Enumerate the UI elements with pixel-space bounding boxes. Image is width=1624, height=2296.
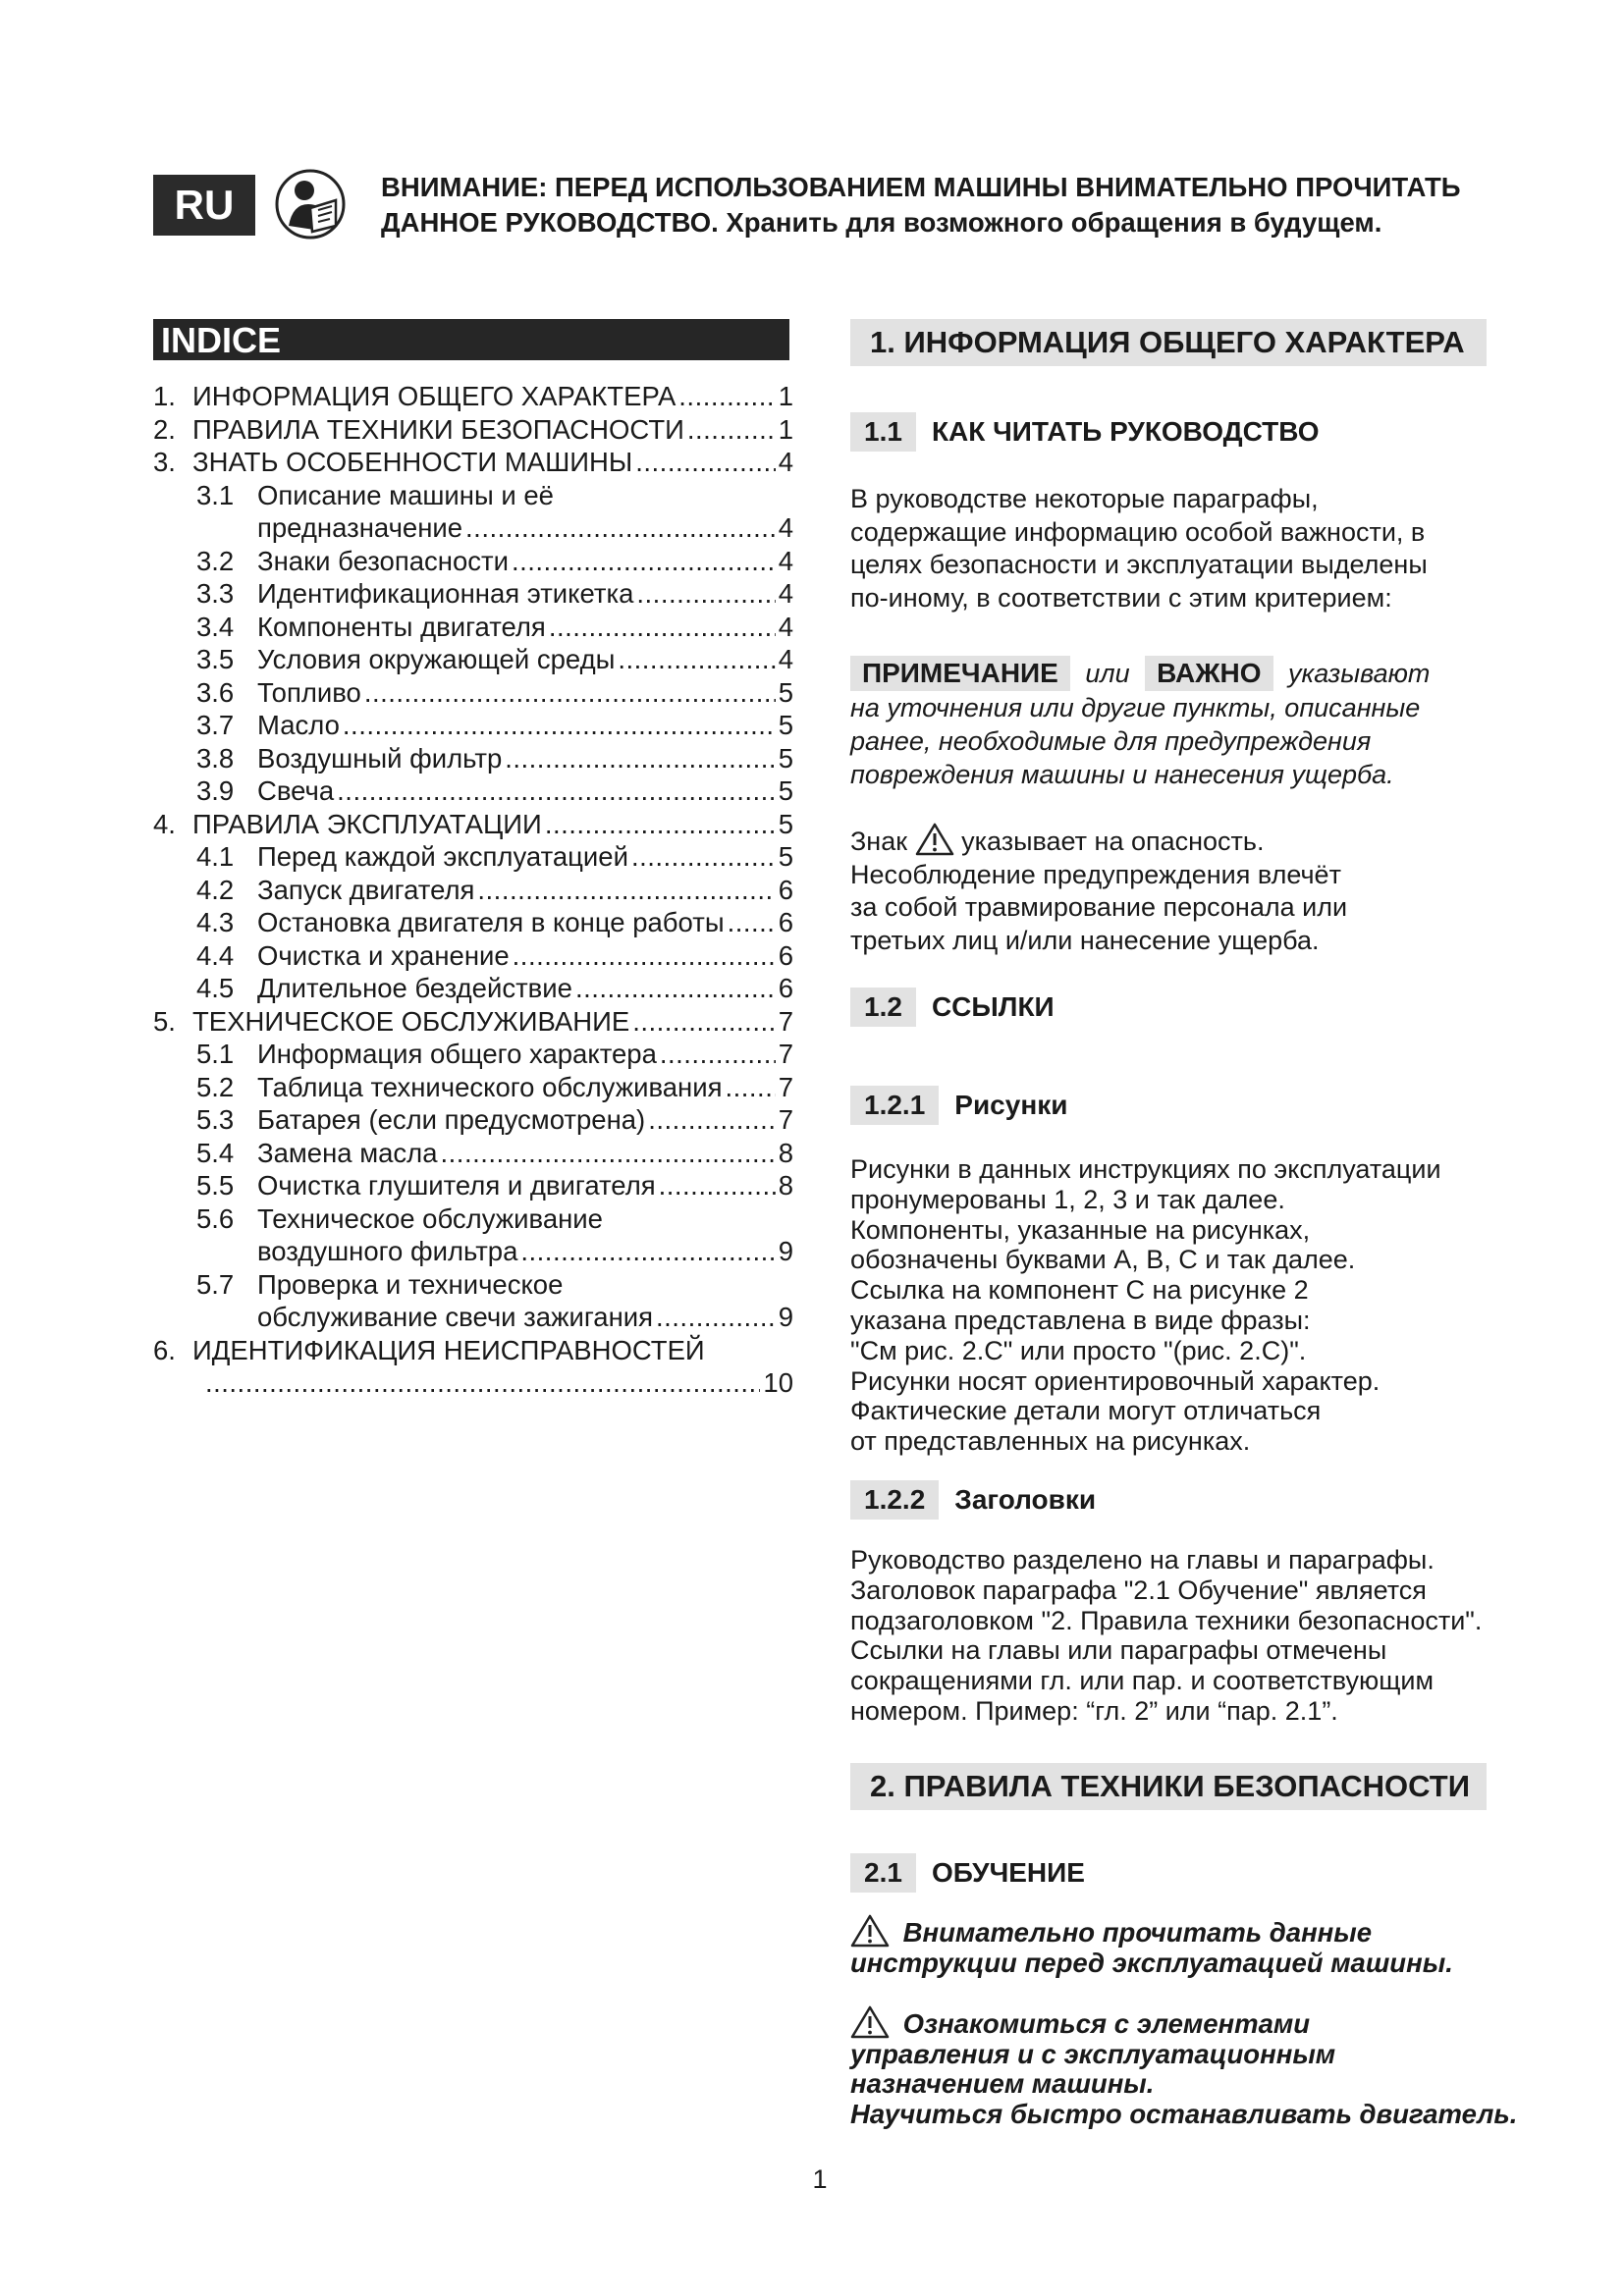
toc-label: Информация общего характера — [257, 1039, 657, 1069]
toc-page: 8 — [778, 1170, 793, 1201]
text-line: пронумерованы 1, 2, 3 и так далее. — [850, 1184, 1285, 1214]
toc-leader-dots — [465, 511, 776, 545]
read-manual-icon — [275, 165, 346, 243]
text-line: Несоблюдение предупреждения влечёт — [850, 859, 1341, 889]
how-to-read-text — [850, 483, 1498, 614]
toc-row — [153, 380, 793, 413]
text-line: "См рис. 2.C" или просто "(рис. 2.C)". — [850, 1335, 1307, 1365]
toc-label: Запуск двигателя — [257, 874, 475, 905]
toc-leader-dots — [631, 840, 776, 874]
toc-row — [153, 1268, 793, 1302]
toc-page: 8 — [778, 1137, 793, 1168]
toc-leader-dots — [660, 1038, 776, 1071]
toc-page: 10 — [763, 1367, 793, 1398]
warning-line: Ознакомиться с элементами — [902, 2008, 1311, 2039]
toc-label: Топливо — [257, 676, 361, 708]
note-line: повреждения машины и нанесения ущерба. — [850, 760, 1394, 789]
danger-sign-text — [850, 823, 1498, 957]
toc-number: 3.5 — [196, 644, 235, 674]
toc-label: воздушного фильтра — [257, 1236, 518, 1266]
toc-page: 6 — [778, 973, 793, 1003]
toc-row — [153, 611, 793, 644]
toc-row — [153, 413, 793, 447]
text-line: по-иному, в соответствии с этим критерием: — [850, 582, 1392, 613]
toc-number: 4.4 — [196, 939, 235, 971]
subsection-title: Рисунки — [954, 1090, 1068, 1120]
toc-label: Таблица технического обслуживания — [257, 1071, 723, 1102]
toc-label: ЗНАТЬ ОСОБЕННОСТИ МАШИНЫ — [192, 447, 633, 477]
toc-page: 4 — [778, 545, 793, 576]
figures-text — [850, 1154, 1498, 1457]
language-badge: RU — [153, 175, 255, 236]
toc-page: 5 — [778, 841, 793, 872]
toc-page: 6 — [778, 939, 793, 971]
note-important-explanation — [850, 656, 1498, 791]
toc-row — [153, 709, 793, 742]
toc-number: 3.9 — [196, 775, 235, 806]
toc-row — [153, 808, 793, 841]
toc-leader-dots — [687, 413, 776, 447]
toc-label: Воздушный фильтр — [257, 742, 503, 774]
toc-leader-dots — [364, 676, 776, 710]
toc-row — [153, 446, 793, 479]
note-line: ранее, необходимые для предупреждения — [850, 726, 1372, 756]
toc-leader-dots — [656, 1301, 776, 1334]
toc-page: 1 — [778, 381, 793, 411]
toc-number: 1. — [153, 381, 176, 411]
toc-label: Проверка и техническое — [257, 1268, 564, 1300]
text-line: Ссылки на главы или параграфы отмечены — [850, 1635, 1387, 1666]
toc-page: 7 — [778, 1039, 793, 1069]
text-line: содержащие информацию особой важности, в — [850, 516, 1426, 547]
text-line: Заголовок параграфа "2.1 Обучение" является — [850, 1575, 1427, 1605]
toc-row — [153, 840, 793, 874]
toc-number: 3. — [153, 447, 176, 477]
toc-leader-dots — [477, 874, 775, 907]
toc-number: 5.4 — [196, 1137, 235, 1168]
warning-line: инструкции перед эксплуатацией машины. — [850, 1947, 1453, 1978]
section-1-heading: 1. ИНФОРМАЦИЯ ОБЩЕГО ХАРАКТЕРА — [850, 319, 1487, 366]
note-tail: указывают — [1288, 659, 1431, 688]
toc-row — [153, 1103, 793, 1137]
toc-label: ИДЕНТИФИКАЦИЯ НЕИСПРАВНОСТЕЙ — [192, 1334, 705, 1365]
toc-leader-dots — [520, 1235, 775, 1268]
toc-leader-dots — [678, 380, 775, 413]
toc-label: Компоненты двигателя — [257, 611, 546, 642]
text-line: указана представлена в виде фразы: — [850, 1305, 1311, 1335]
toc-number: 5. — [153, 1005, 176, 1037]
toc-row — [153, 1235, 793, 1268]
toc-leader-dots — [575, 972, 776, 1005]
toc-label: Остановка двигателя в конце работы — [257, 907, 725, 937]
subsection-number: 1.2 — [850, 988, 916, 1027]
toc-leader-dots — [505, 742, 775, 775]
toc-row — [153, 545, 793, 578]
toc-number: 2. — [153, 413, 176, 445]
toc-leader-dots — [636, 577, 775, 611]
important-chip: ВАЖНО — [1145, 656, 1272, 691]
toc-row — [153, 774, 793, 808]
toc-row — [153, 1334, 793, 1367]
toc-number: 3.2 — [196, 545, 235, 576]
toc-number: 4. — [153, 808, 176, 839]
toc-number: 3.1 — [196, 479, 235, 510]
toc-page: 5 — [778, 676, 793, 708]
toc-number: 3.8 — [196, 742, 235, 774]
toc-row — [153, 479, 793, 512]
toc-number: 4.3 — [196, 907, 235, 937]
text-line: Рисунки в данных инструкциях по эксплуатации — [850, 1154, 1441, 1184]
toc-leader-dots — [618, 643, 775, 676]
read-manual-warning — [381, 170, 1520, 240]
text-line: третьих лиц и/или нанесение ущерба. — [850, 925, 1320, 955]
subsection-title: ССЫЛКИ — [931, 991, 1055, 1022]
text-line: от представленных на рисунках. — [850, 1426, 1251, 1457]
text-line: обозначены буквами A, B, C и так далее. — [850, 1245, 1356, 1275]
toc-number: 5.7 — [196, 1268, 235, 1300]
toc-page: 1 — [778, 413, 793, 445]
toc-label: Очистка и хранение — [257, 939, 510, 971]
toc-number: 4.1 — [196, 841, 235, 872]
toc-leader-dots — [441, 1137, 776, 1170]
toc-row — [153, 939, 793, 973]
toc-row — [153, 1202, 793, 1236]
table-of-contents — [153, 380, 793, 1400]
text-line: Рисунки носят ориентировочный характер. — [850, 1365, 1380, 1396]
subsection-title: ОБУЧЕНИЕ — [931, 1857, 1085, 1888]
toc-number: 4.2 — [196, 874, 235, 905]
text-line: Ссылка на компонент С на рисунке 2 — [850, 1275, 1309, 1306]
page-number: 1 — [812, 2164, 828, 2194]
toc-page: 5 — [778, 808, 793, 839]
toc-number: 5.1 — [196, 1039, 235, 1069]
toc-row — [153, 1169, 793, 1202]
toc-row — [153, 643, 793, 676]
toc-number: 3.6 — [196, 676, 235, 708]
toc-label: Батарея (если предусмотрена) — [257, 1104, 646, 1135]
toc-number: 5.5 — [196, 1170, 235, 1201]
section-2-heading: 2. ПРАВИЛА ТЕХНИКИ БЕЗОПАСНОСТИ — [850, 1763, 1487, 1810]
toc-label: Описание машины и её — [257, 479, 554, 510]
toc-label: предназначение — [257, 512, 463, 543]
toc-row — [153, 577, 793, 611]
toc-page: 6 — [778, 874, 793, 905]
toc-leader-dots — [205, 1366, 760, 1400]
subsection-2-1-heading — [850, 1853, 1085, 1893]
toc-number: 5.6 — [196, 1202, 235, 1234]
toc-number: 3.3 — [196, 578, 235, 609]
toc-row — [153, 1038, 793, 1071]
toc-row — [153, 742, 793, 775]
toc-page: 5 — [778, 742, 793, 774]
toc-label: Техническое обслуживание — [257, 1202, 603, 1234]
warning-triangle-icon — [850, 2005, 890, 2039]
toc-label: Замена масла — [257, 1137, 438, 1168]
toc-row — [153, 1366, 793, 1400]
toc-row — [153, 511, 793, 545]
subsection-number: 1.2.2 — [850, 1480, 939, 1520]
text-line: Руководство разделено на главы и параграфы. — [850, 1545, 1435, 1575]
toc-row — [153, 1005, 793, 1039]
subsection-number: 1.2.1 — [850, 1086, 939, 1125]
toc-leader-dots — [337, 774, 776, 808]
toc-page: 4 — [778, 512, 793, 543]
toc-leader-dots — [726, 1071, 776, 1104]
warning-triangle-icon — [850, 1914, 890, 1948]
toc-number: 5.3 — [196, 1104, 235, 1135]
toc-number: 6. — [153, 1334, 176, 1365]
toc-leader-dots — [632, 1005, 775, 1039]
toc-leader-dots — [343, 709, 776, 742]
toc-leader-dots — [549, 611, 776, 644]
toc-number: 4.5 — [196, 973, 235, 1003]
toc-row — [153, 972, 793, 1005]
toc-label: Очистка глушителя и двигателя — [257, 1170, 656, 1201]
toc-row — [153, 874, 793, 907]
toc-page: 4 — [778, 611, 793, 642]
subsection-1-1-heading — [850, 412, 1320, 452]
toc-page: 7 — [778, 1071, 793, 1102]
toc-label: Идентификационная этикетка — [257, 578, 634, 609]
text-line: Фактические детали могут отличаться — [850, 1396, 1322, 1426]
toc-label: ПРАВИЛА ТЕХНИКИ БЕЗОПАСНОСТИ — [192, 413, 684, 445]
subsection-title: Заголовки — [954, 1484, 1097, 1515]
toc-label: Масло — [257, 710, 340, 740]
toc-page: 4 — [778, 578, 793, 609]
training-warning-2 — [850, 2005, 1518, 2129]
toc-label: Знаки безопасности — [257, 545, 509, 576]
warning-line-2: ДАННОЕ РУКОВОДСТВО. Хранить для возможного обращения в будущем. — [381, 207, 1382, 238]
toc-row — [153, 1301, 793, 1334]
warning-line-1: ВНИМАНИЕ: ПЕРЕД ИСПОЛЬЗОВАНИЕМ МАШИНЫ ВНИМАТЕЛЬНО ПРОЧИТАТЬ — [381, 172, 1461, 202]
note-chip: ПРИМЕЧАНИЕ — [850, 656, 1070, 691]
toc-page: 4 — [778, 644, 793, 674]
toc-page: 6 — [778, 907, 793, 937]
training-warning-1 — [850, 1914, 1518, 1978]
toc-number: 3.4 — [196, 611, 235, 642]
toc-leader-dots — [728, 906, 776, 939]
text-line: подзаголовком "2. Правила техники безопасности". — [850, 1605, 1483, 1635]
toc-label: ТЕХНИЧЕСКОЕ ОБСЛУЖИВАНИЕ — [192, 1005, 630, 1037]
toc-label: Длительное бездействие — [257, 973, 572, 1003]
toc-label: Перед каждой эксплуатацией — [257, 841, 628, 872]
toc-row — [153, 676, 793, 710]
text-line: Компоненты, указанные на рисунках, — [850, 1214, 1311, 1245]
subsection-1-2-2-heading — [850, 1480, 1096, 1520]
toc-leader-dots — [512, 545, 776, 578]
text-line: за собой травмирование персонала или — [850, 892, 1348, 922]
toc-label: Свеча — [257, 775, 335, 806]
toc-leader-dots — [659, 1169, 776, 1202]
headings-text — [850, 1545, 1498, 1727]
toc-label: ИНФОРМАЦИЯ ОБЩЕГО ХАРАКТЕРА — [192, 381, 677, 411]
toc-leader-dots — [648, 1103, 775, 1137]
subsection-1-2-heading — [850, 988, 1055, 1027]
toc-row — [153, 906, 793, 939]
toc-leader-dots — [513, 939, 776, 973]
sign-prefix: Знак — [850, 827, 908, 856]
toc-leader-dots — [545, 808, 776, 841]
text-line: целях безопасности и эксплуатации выделены — [850, 550, 1428, 579]
text-line: В руководстве некоторые параграфы, — [850, 484, 1319, 513]
warning-line: управления и с эксплуатационным — [850, 2038, 1336, 2069]
subsection-number: 2.1 — [850, 1853, 916, 1893]
sign-rest: указывает на опасность. — [961, 827, 1265, 856]
subsection-1-2-1-heading — [850, 1086, 1067, 1125]
warning-line: Научиться быстро останавливать двигатель. — [850, 2098, 1518, 2129]
subsection-title: КАК ЧИТАТЬ РУКОВОДСТВО — [931, 416, 1320, 447]
toc-page: 4 — [778, 447, 793, 477]
note-line: на уточнения или другие пункты, описанные — [850, 693, 1421, 722]
warning-line: Внимательно прочитать данные — [902, 1917, 1373, 1948]
toc-page: 7 — [778, 1005, 793, 1037]
toc-page: 5 — [778, 775, 793, 806]
text-line: сокращениями гл. или пар. и соответствующим — [850, 1666, 1435, 1696]
warning-line: назначением машины. — [850, 2068, 1155, 2099]
toc-page: 5 — [778, 710, 793, 740]
text-line: номером. Пример: “гл. 2” или “пар. 2.1”. — [850, 1695, 1338, 1726]
index-title: INDICE — [153, 319, 789, 360]
note-or: или — [1085, 659, 1130, 688]
toc-page: 7 — [778, 1104, 793, 1135]
toc-leader-dots — [635, 446, 775, 479]
subsection-number: 1.1 — [850, 412, 916, 452]
toc-page: 9 — [778, 1302, 793, 1332]
toc-number: 5.2 — [196, 1071, 235, 1102]
toc-row — [153, 1137, 793, 1170]
toc-label: обслуживание свечи зажигания — [257, 1302, 654, 1332]
warning-triangle-icon — [915, 823, 954, 856]
toc-label: Условия окружающей среды — [257, 644, 616, 674]
toc-page: 9 — [778, 1236, 793, 1266]
toc-row — [153, 1071, 793, 1104]
toc-label: ПРАВИЛА ЭКСПЛУАТАЦИИ — [192, 808, 542, 839]
toc-number: 3.7 — [196, 710, 235, 740]
